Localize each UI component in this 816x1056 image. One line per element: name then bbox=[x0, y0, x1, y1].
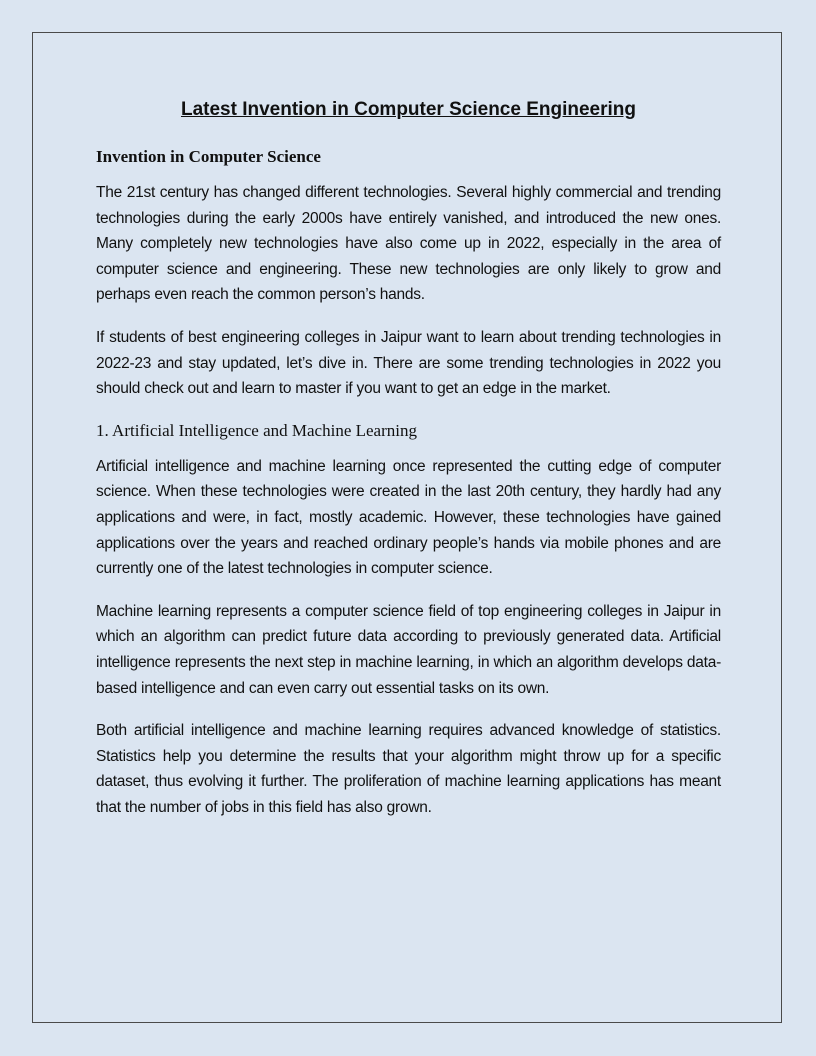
document-body bbox=[96, 96, 721, 820]
subsection-heading: 1. Artificial Intelligence and Machine Learning bbox=[96, 420, 417, 440]
intro-paragraph: If students of best engineering colleges in Jaipur want to learn about trending technologies in 2022-23 and stay updated, let’s dive in. There are some trending technologies in 2022 you should check out and learn to master if you want to get an edge in the market. bbox=[96, 328, 721, 398]
document-title: Latest Invention in Computer Science Engineering bbox=[180, 99, 637, 120]
section-heading: Invention in Computer Science bbox=[96, 147, 321, 166]
body-paragraph: Machine learning represents a computer science field of top engineering colleges in Jaipur in which an algorithm can predict future data according to previously generated data. Artificial intelligence represents the next step in machine learning, in which an algorithm develops data-based intelligence and can even carry out essential tasks on its own. bbox=[96, 602, 721, 697]
body-paragraph: Both artificial intelligence and machine learning requires advanced knowledge of statistics. Statistics help you determine the results that your algorithm might throw up for a specific dataset, thus evolving it further. The proliferation of machine learning applications has meant that the number of jobs in this field has also grown. bbox=[96, 722, 721, 816]
body-paragraph: Artificial intelligence and machine learning once represented the cutting edge of computer science. When these technologies were created in the last 20th century, they hardly had any applications and were, in fact, mostly academic. However, these technologies have gained applications over the years and reached ordinary people’s hands via mobile phones and are currently one of the latest technologies in computer science. bbox=[96, 457, 721, 578]
intro-paragraph: The 21st century has changed different technologies. Several highly commercial and trending technologies during the early 2000s have entirely vanished, and introduced the new ones. Many completely new technologies have also come up in 2022, especially in the area of computer science and engineering. These new technologies are only likely to grow and perhaps even reach the common person’s hands. bbox=[96, 184, 721, 304]
